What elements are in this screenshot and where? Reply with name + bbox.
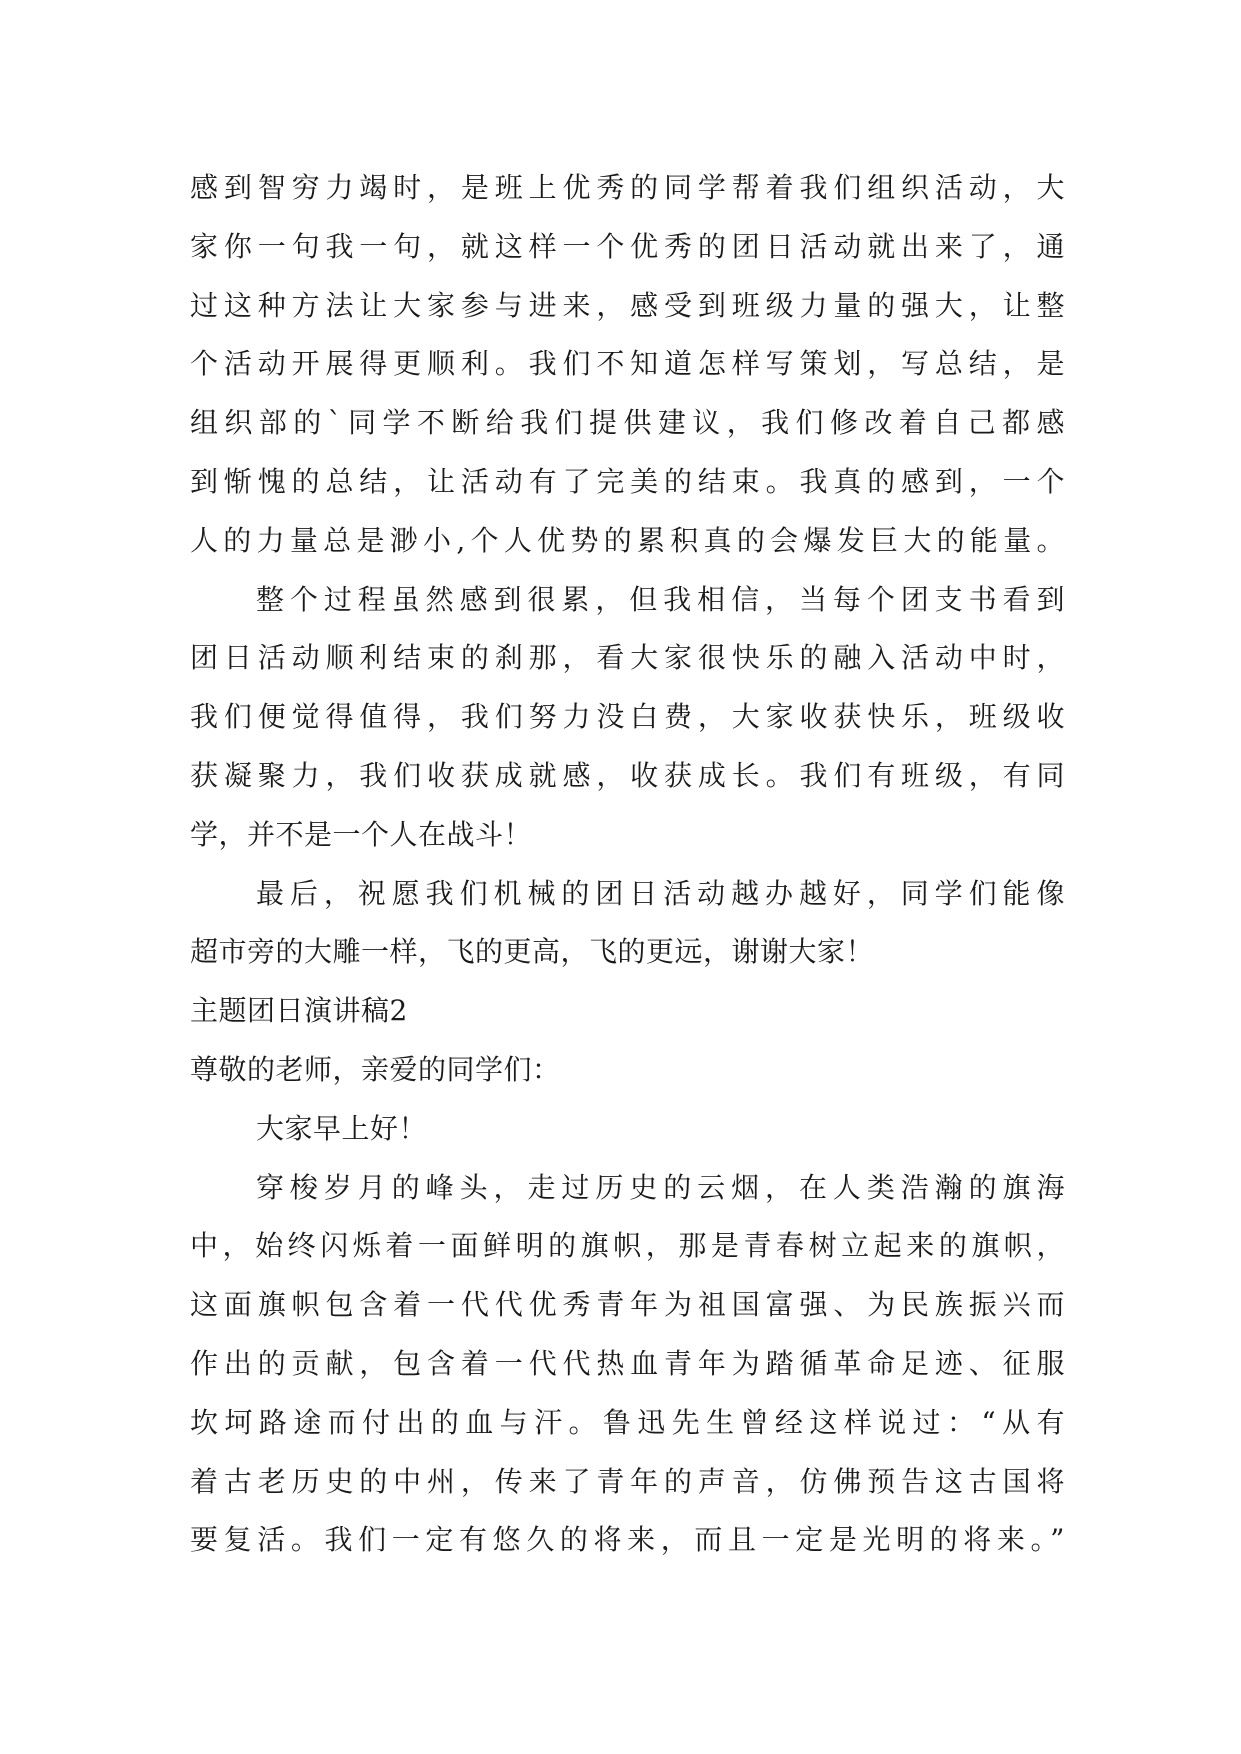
text-line: 我们便觉得值得，我们努力没白费，大家收获快乐，班级收 (190, 700, 1065, 734)
text-line: 人的力量总是渺小,个人优势的累积真的会爆发巨大的能量。 (190, 523, 1065, 557)
paragraph-first-line: 穿梭岁月的峰头，走过历史的云烟，在人类浩瀚的旗海 (256, 1170, 1065, 1204)
text-line: 组织部的`同学不断给我们提供建议，我们修改着自己都感 (190, 406, 1065, 440)
text-line: 个活动开展得更顺利。我们不知道怎样写策划，写总结，是 (190, 347, 1065, 381)
text-line: 着古老历史的中州，传来了青年的声音，仿佛预告这古国将 (190, 1464, 1065, 1498)
text-line: 坎坷路途而付出的血与汗。鲁迅先生曾经这样说过：“从有 (190, 1405, 1065, 1439)
text-line: 超市旁的大雕一样，飞的更高，飞的更远，谢谢大家！ (190, 935, 875, 969)
text-line: 要复活。我们一定有悠久的将来，而且一定是光明的将来。” (190, 1523, 1065, 1557)
paragraph-first-line: 整个过程虽然感到很累，但我相信，当每个团支书看到 (256, 582, 1065, 616)
section-title: 主题团日演讲稿2 (190, 994, 408, 1028)
greeting: 大家早上好！ (256, 1111, 428, 1145)
text-line: 学，并不是一个人在战斗！ (190, 817, 533, 851)
text-line: 过这种方法让大家参与进来，感受到班级力量的强大，让整 (190, 288, 1065, 322)
text-line: 感到智穷力竭时，是班上优秀的同学帮着我们组织活动，大 (190, 171, 1065, 204)
document-body (190, 159, 1065, 1570)
text-line: 家你一句我一句，就这样一个优秀的团日活动就出来了，通 (190, 229, 1065, 263)
text-line: 作出的贡献，包含着一代代热血青年为踏循革命足迹、征服 (190, 1346, 1065, 1380)
text-line: 中，始终闪烁着一面鲜明的旗帜，那是青春树立起来的旗帜， (190, 1229, 1065, 1263)
text-line: 获凝聚力，我们收获成就感，收获成长。我们有班级，有同 (190, 758, 1065, 792)
salutation: 尊敬的老师，亲爱的同学们： (190, 1052, 561, 1086)
text-line: 这面旗帜包含着一代代优秀青年为祖国富强、为民族振兴而 (190, 1288, 1065, 1322)
paragraph-first-line: 最后，祝愿我们机械的团日活动越办越好，同学们能像 (256, 876, 1065, 910)
text-line: 到惭愧的总结，让活动有了完美的结束。我真的感到，一个 (190, 464, 1065, 498)
text-line: 团日活动顺利结束的刹那，看大家很快乐的融入活动中时， (190, 641, 1065, 675)
